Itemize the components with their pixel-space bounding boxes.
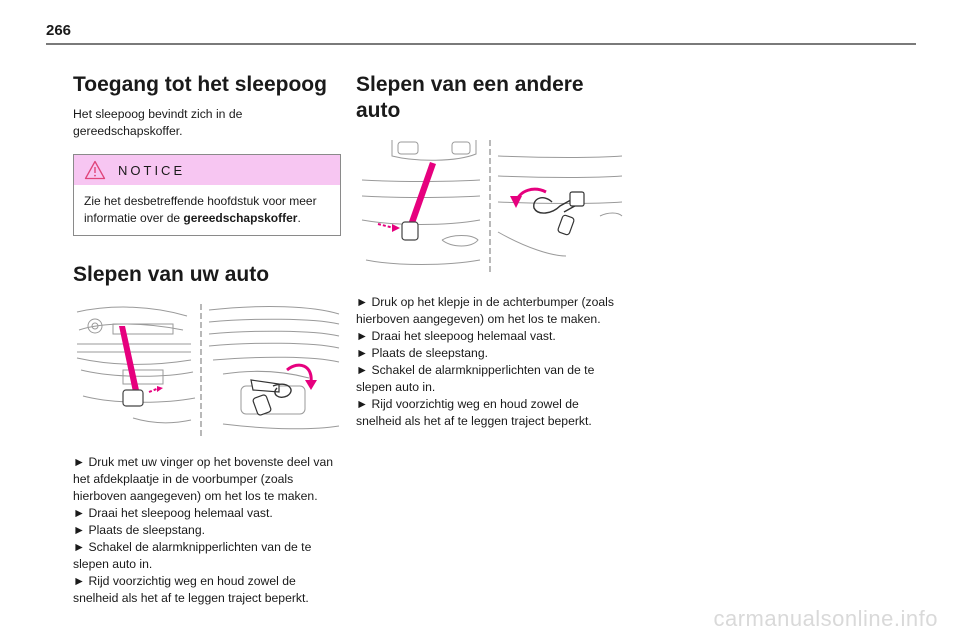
list-item: ► Plaats de sleepstang. (73, 523, 205, 537)
front-bumper-illustration (73, 300, 341, 440)
list-item: ► Plaats de sleepstang. (356, 346, 488, 360)
notice-body (74, 185, 340, 235)
notice-header (74, 155, 340, 185)
steps-list-own-car (73, 454, 341, 607)
list-item: ► Draai het sleepoog helemaal vast. (73, 506, 273, 520)
right-column (356, 72, 624, 430)
rear-bumper-illustration (356, 136, 624, 276)
list-item: ► Druk met uw vinger op het bovenste deel van het afdekplaatje in de voorbumper (zoals hierboven aangegeven) om het los te maken. (73, 455, 334, 503)
watermark: carmanualsonline.info (713, 606, 938, 631)
notice-box (73, 154, 341, 236)
heading-access-tow-eye: Toegang tot het sleepoog (73, 73, 327, 96)
notice-text-bold: gereedschapskoffer (183, 211, 298, 225)
list-item: ► Rijd voorzichtig weg en houd zowel de snelheid als het af te leggen traject beperkt. (356, 397, 592, 428)
list-item: ► Schakel de alarmknipperlichten van de te slepen auto in. (356, 363, 595, 394)
heading-tow-own-car: Slepen van uw auto (73, 263, 270, 286)
list-item: ► Druk op het klepje in de achterbumper (zoals hierboven aangegeven) om het los te maken. (356, 295, 614, 326)
header-rule (46, 43, 916, 45)
list-item: ► Rijd voorzichtig weg en houd zowel de snelheid als het af te leggen traject beperkt. (73, 574, 309, 605)
notice-text-end: . (297, 211, 301, 225)
intro-text: Het sleepoog bevindt zich in de gereedschapskoffer. (73, 107, 243, 138)
steps-list-other-car (356, 294, 624, 430)
heading-tow-other-car: Slepen van een andere auto (356, 73, 584, 122)
page-number: 266 (46, 22, 72, 39)
left-column (73, 72, 341, 607)
warning-triangle-icon (84, 160, 106, 180)
list-item: ► Schakel de alarmknipperlichten van de te slepen auto in. (73, 540, 312, 571)
notice-text: Zie het desbetreffende hoofdstuk voor meer informatie over de (84, 194, 317, 225)
notice-title: NOTICE (118, 162, 186, 178)
list-item: ► Draai het sleepoog helemaal vast. (356, 329, 556, 343)
